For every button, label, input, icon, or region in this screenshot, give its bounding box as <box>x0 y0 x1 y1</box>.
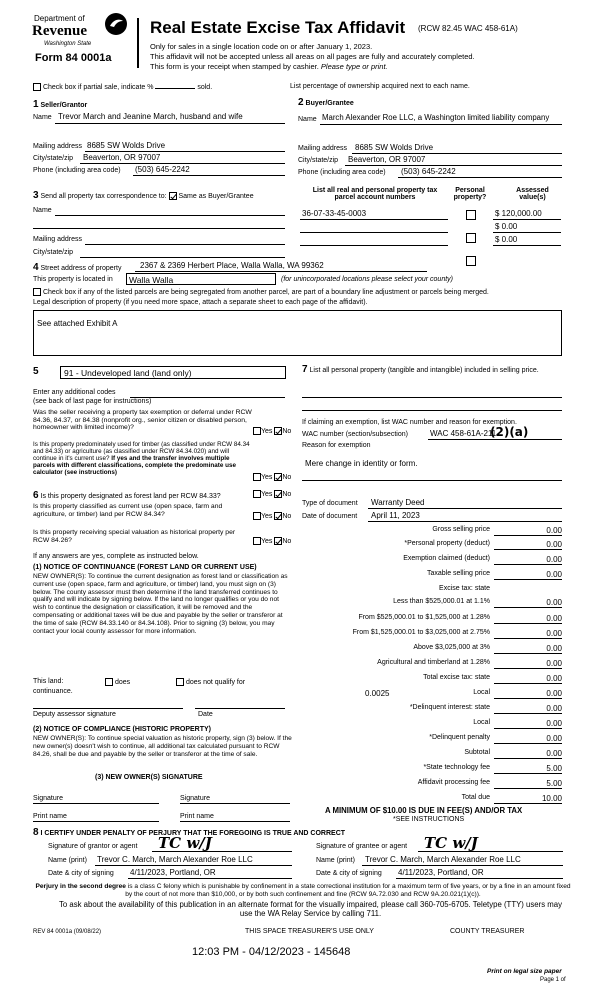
doc-type-label: Type of document <box>302 500 358 507</box>
does-not-label: does not qualify for <box>185 678 246 686</box>
wac-handwritten: (2)(a) <box>490 425 529 439</box>
fin-value[interactable]: 0.00 <box>494 749 562 759</box>
buyer-phone-label: Phone (including area code) <box>298 169 386 176</box>
header-line3 <box>150 62 388 71</box>
dor-state-text: Washington State <box>44 41 92 47</box>
section5-q2b-text: If yes and the transfer involves multiple parcels with different classifications, complete the predominate use calculator (see instructions) <box>33 455 236 476</box>
parcel-personal-checkbox-3[interactable] <box>466 256 476 266</box>
wa-logo-icon <box>104 12 128 36</box>
parcel-head3a: Assessed <box>516 187 549 194</box>
header-line1: Only for sales in a single location code on or after January 1, 2023. <box>150 42 373 51</box>
grantee-name-label: Name (print) <box>316 857 355 864</box>
section5-q2 <box>33 441 251 476</box>
fin-label: From $1,525,000.01 to $3,025,000 at 2.75% <box>352 629 490 636</box>
alt-format-notice: To ask about the availability of this publication in an alternate format for the visually impaired, please call 360-705-6705. Teletype (TTY) users may use the WA Relay Service by calling 711. <box>58 900 563 918</box>
grantor-sig-label: Signature of grantor or agent <box>48 843 138 850</box>
s6q1-no-checkbox[interactable] <box>274 490 282 498</box>
buyer-title: Buyer/Grantee <box>305 100 354 107</box>
partial-sale-label: Check box if partial sale, indicate % <box>42 83 154 91</box>
form-title: Real Estate Excise Tax Affidavit <box>150 18 406 37</box>
section6-q2-yn <box>253 512 291 520</box>
s6q1-yes-checkbox[interactable] <box>253 490 261 498</box>
fin-label: Total due <box>461 794 490 801</box>
section5-q1-yn <box>253 427 291 435</box>
fin-row <box>302 555 564 567</box>
parcel-line-1 <box>300 219 448 220</box>
fin-label: Local <box>473 719 490 726</box>
deputy-label: Deputy assessor signature <box>33 711 116 718</box>
fin-label: *Delinquent interest: state <box>409 704 490 711</box>
fin-label: *Delinquent penalty <box>429 734 490 741</box>
fin-label: Subtotal <box>464 749 490 756</box>
parcel-personal-checkbox-2[interactable] <box>466 233 476 243</box>
fin-value[interactable]: 0.00 <box>494 734 562 744</box>
no-label: No <box>282 427 292 435</box>
minimum-due: A MINIMUM OF $10.00 IS DUE IN FEE(S) AND/OR TAX <box>325 806 523 815</box>
grantee-date-field[interactable]: 4/11/2023, Portland, OR <box>398 868 484 877</box>
legal-description-box[interactable] <box>33 310 562 356</box>
reason-line <box>302 480 562 481</box>
fin-row <box>302 674 564 686</box>
notice1-body: NEW OWNER(S): To continue the current designation as forest land or classification as current use (open space, farm and agriculture, or timber) land, you must sign on (3) below. The county assessor must then determine if the land transferred continues to qualify and will indicate by signing below. If the land no longer qualifies or you do not wish to continue the designation or classification, it will be removed and the compensating or additional taxes will be due and payable by the seller or transferor at the time of sale (RCW 84.33.140 or 84.34.108). Prior to signing (3) below, you may contact your local county assessor for more information. <box>33 573 288 635</box>
parcel-head2b: property? <box>453 194 487 201</box>
seller-mail-line <box>85 151 285 152</box>
fin-label: Above $3,025,000 at 3% <box>413 644 490 651</box>
section3-extra-line <box>33 228 285 229</box>
parcel-head3b: value(s) <box>519 194 546 201</box>
fin-value[interactable]: 0.00 <box>494 629 562 639</box>
doc-type-line <box>368 508 562 509</box>
owner-sig-line-1 <box>33 803 159 804</box>
dor-revenue-text: Revenue <box>32 23 87 39</box>
does-row <box>105 678 130 686</box>
partial-sale-checkbox[interactable] <box>33 83 41 91</box>
q2-yes-checkbox[interactable] <box>253 473 261 481</box>
fin-label: *State technology fee <box>423 764 490 771</box>
cashier-stamp: 12:03 PM - 04/12/2023 - 145648 <box>192 946 351 958</box>
header-line3b: Please type or print. <box>320 62 388 71</box>
section3-name-line <box>55 215 285 216</box>
section6-q1: Is this property designated as forest land per RCW 84.33? <box>40 493 221 500</box>
grantee-sig-label: Signature of grantee or agent <box>316 843 408 850</box>
section3-heading <box>33 190 254 201</box>
this-land-label: This land: <box>33 678 64 685</box>
fin-row <box>302 794 564 806</box>
does-not-checkbox[interactable] <box>176 678 184 686</box>
addl-codes-note: (see back of last page for instructions) <box>33 398 152 405</box>
legal-label: Legal description of property (if you need more space, attach a separate sheet to each page of the affidavit). <box>33 299 368 306</box>
fin-row <box>302 570 564 582</box>
fin-label: Less than $525,000.01 at 1.1% <box>393 598 490 605</box>
fin-row <box>302 659 564 671</box>
wac-line <box>428 439 562 440</box>
fin-label: Excise tax: state <box>439 585 490 592</box>
segregated-checkbox[interactable] <box>33 288 41 296</box>
doc-date-line <box>368 521 562 522</box>
segregated-row <box>33 288 489 296</box>
grantor-name-field[interactable]: Trevor C. March, March Alexander Roe LLC <box>97 855 253 864</box>
q2-no-checkbox[interactable] <box>274 473 282 481</box>
section5-q1: Was the seller receiving a property tax exemption or deferral under RCW 84.36, 84.37, or 84.38 (nonprofit org., senior citizen or disabled person, homeowner with limited income)? <box>33 409 252 432</box>
grantor-date-line <box>128 878 292 879</box>
fin-value[interactable]: 10.00 <box>494 794 562 804</box>
owner-sig-label-1: Signature <box>33 795 63 802</box>
fin-label: Total excise tax: state <box>423 674 490 681</box>
section3-name-label: Name <box>33 207 52 214</box>
buyer-num: 2 <box>298 97 304 108</box>
parcel-value-1[interactable]: $ 120,000.00 <box>495 209 542 218</box>
fin-label: *Personal property (deduct) <box>404 540 490 547</box>
section4-street-row <box>33 262 121 273</box>
q1-yes-checkbox[interactable] <box>253 427 261 435</box>
parcel-personal-checkbox-1[interactable] <box>466 210 476 220</box>
fin-value[interactable]: 5.00 <box>494 779 562 789</box>
fin-row <box>302 540 564 552</box>
grantor-date-field[interactable]: 4/11/2023, Portland, OR <box>130 868 216 877</box>
seller-phone-line <box>133 175 285 176</box>
same-as-buyer-label: Same as Buyer/Grantee <box>178 193 254 200</box>
county-treasurer: COUNTY TREASURER <box>450 928 525 935</box>
parcel-head1a: List all real and personal property tax <box>312 187 438 194</box>
parcel-head1b: parcel account numbers <box>334 194 416 201</box>
reason-field[interactable]: Mere change in identity or form. <box>305 459 418 468</box>
seller-mail-field[interactable]: 8685 SW Wolds Drive <box>87 141 166 150</box>
buyer-city-line <box>345 165 562 166</box>
revision: REV 84 0001a (09/08/22) <box>33 929 102 935</box>
personal-prop-line-1 <box>302 397 562 398</box>
deputy-date-line <box>195 708 285 709</box>
fin-value[interactable]: 0.00 <box>494 540 562 550</box>
street-label: Street address of property <box>40 265 122 272</box>
perjury-text: is a class C felony which is punishable by confinement in a state correctional institution for a maximum term of five years, or by a fine in an amount fixed by the court of not more than $10,000, or by both such confinement and fine (RCW 9A.72.030 and RCW 9A.20.021(1)(c)). <box>125 883 571 898</box>
fin-label: Affidavit processing fee <box>417 779 490 786</box>
section6-q3-yn <box>253 537 291 545</box>
grantor-signature[interactable]: TC w/J <box>158 834 212 852</box>
located-select[interactable] <box>126 273 276 285</box>
located-value: Walla Walla <box>129 275 174 285</box>
form-rcw: (RCW 82.45 WAC 458-61A) <box>418 24 518 33</box>
buyer-city-label: City/state/zip <box>298 157 339 164</box>
section3-mail-line <box>85 244 285 245</box>
seller-name-label: Name <box>33 114 52 121</box>
local-rate: 0.0025 <box>365 689 390 698</box>
buyer-city-field[interactable]: Beaverton, OR 97007 <box>348 155 426 164</box>
seller-name-line <box>55 123 285 124</box>
seller-num: 1 <box>33 99 39 110</box>
parcel-value-3[interactable]: $ 0.00 <box>495 235 518 244</box>
reason-label: Reason for exemption <box>302 442 371 449</box>
s6q2-yes-checkbox[interactable] <box>253 512 261 520</box>
yes-label: Yes <box>261 473 273 481</box>
perjury-bold: Perjury in the second degree <box>35 883 126 890</box>
section3-mail-label: Mailing address <box>33 236 83 243</box>
fin-label: Local <box>473 689 490 696</box>
q1-no-checkbox[interactable] <box>274 427 282 435</box>
buyer-mail-field[interactable]: 8685 SW Wolds Drive <box>355 143 434 152</box>
fin-row <box>302 689 564 701</box>
buyer-mail-line <box>352 153 562 154</box>
yes-label: Yes <box>261 537 273 545</box>
fin-value[interactable]: 5.00 <box>494 764 562 774</box>
section4-num: 4 <box>33 262 39 273</box>
see-instructions: *SEE INSTRUCTIONS <box>393 816 465 823</box>
section7-heading <box>302 366 562 376</box>
addl-codes-label: Enter any additional codes <box>33 389 116 396</box>
fin-row <box>302 779 564 791</box>
land-use-select[interactable] <box>60 366 286 379</box>
grantee-name-line <box>362 865 563 866</box>
s6q3-no-checkbox[interactable] <box>274 537 282 545</box>
fin-row <box>302 598 564 610</box>
uninc-note: (for unincorporated locations please select your county) <box>281 276 453 283</box>
fin-label: Taxable selling price <box>426 570 490 577</box>
fin-value[interactable]: 0.00 <box>494 659 562 669</box>
section3-city-line <box>80 257 285 258</box>
owner-print-line-2 <box>180 821 290 822</box>
fin-value[interactable]: 0.00 <box>494 555 562 565</box>
notice2-body: NEW OWNER(S): To continue special valuation as historic property, sign (3) below. If the new owner(s) doesn't wish to continue, all additional tax calculated pursuant to RCW 84.26, shall be due and payable by the seller or transferor at the time of sale. <box>33 735 292 758</box>
fin-value[interactable]: 0.00 <box>494 526 562 536</box>
section3-num: 3 <box>33 190 39 201</box>
s6q3-yes-checkbox[interactable] <box>253 537 261 545</box>
fin-label: Agricultural and timberland at 1.28% <box>377 659 490 666</box>
partial-sold-label: sold. <box>197 83 213 91</box>
buyer-name-field[interactable]: March Alexander Roe LLC, a Washington limited liability company <box>322 113 550 122</box>
grantee-date-label: Date & city of signing <box>316 870 382 877</box>
section6-num: 6 <box>33 490 39 501</box>
does-not-row <box>176 678 245 686</box>
treasurer-use: THIS SPACE TREASURER'S USE ONLY <box>245 928 374 935</box>
seller-title: Seller/Grantor <box>40 102 88 109</box>
deputy-sig-line <box>33 708 183 709</box>
grantor-date-label: Date & city of signing <box>48 870 114 877</box>
section6-note: If any answers are yes, complete as instructed below. <box>33 553 199 560</box>
does-label: does <box>114 678 131 686</box>
fin-value[interactable]: 0.00 <box>494 644 562 654</box>
addl-codes-line <box>130 397 285 398</box>
seller-heading <box>33 99 87 110</box>
owner-print-label-1: Print name <box>33 813 67 820</box>
no-label: No <box>282 537 292 545</box>
owner-print-label-2: Print name <box>180 813 214 820</box>
form-number: Form 84 0001a <box>35 52 112 64</box>
fin-value[interactable]: 0.00 <box>494 719 562 729</box>
header-divider <box>137 18 139 68</box>
street-field[interactable]: 2367 & 2369 Herbert Place, Walla Walla, WA 99362 <box>140 261 324 270</box>
doc-date-field[interactable]: April 11, 2023 <box>371 511 420 520</box>
does-checkbox[interactable] <box>105 678 113 686</box>
parcel-value-line-1 <box>493 219 561 220</box>
no-label: No <box>282 512 292 520</box>
segregated-label: Check box if any of the listed parcels are being segregated from another parcel, are part of a boundary line adjustment or parcels being merged. <box>42 288 489 296</box>
dor-logo <box>30 10 130 66</box>
list-pct-note: List percentage of ownership acquired next to each name. <box>290 83 470 90</box>
doc-type-field[interactable]: Warranty Deed <box>371 498 425 507</box>
fin-value[interactable]: 0.00 <box>494 614 562 624</box>
owner-sig-line-2 <box>180 803 290 804</box>
parcel-line-3 <box>300 245 448 246</box>
buyer-mail-label: Mailing address <box>298 145 348 152</box>
section8-num: 8 <box>33 827 39 838</box>
section6-q3: Is this property receiving special valuation as historical property per RCW 84.26? <box>33 529 236 544</box>
wac-label: WAC number (section/subsection) <box>302 431 408 438</box>
fin-row <box>302 526 564 538</box>
parcel-value-line-2 <box>493 232 561 233</box>
buyer-name-label: Name <box>298 116 317 123</box>
fin-row <box>302 764 564 776</box>
parcel-num-1[interactable]: 36-07-33-45-0003 <box>302 209 367 218</box>
perjury-notice <box>33 883 573 898</box>
seller-city-field[interactable]: Beaverton, OR 97007 <box>83 153 161 162</box>
wac-field[interactable]: WAC 458-61A-211 <box>430 429 497 438</box>
seller-phone-field[interactable]: (503) 645-2242 <box>135 165 190 174</box>
section5-q2-yn <box>253 473 291 481</box>
fin-row <box>302 644 564 656</box>
parcel-value-line-3 <box>493 245 561 246</box>
partial-sale-row <box>33 83 212 91</box>
owner-sig-label-2: Signature <box>180 795 210 802</box>
fin-value[interactable]: 0.00 <box>494 704 562 714</box>
land-use-value: 91 - Undeveloped land (land only) <box>64 368 192 378</box>
parcel-header-3 <box>505 187 560 201</box>
header-line2: This affidavit will not be accepted unless all areas on all pages are fully and accurately completed. <box>150 52 475 61</box>
deputy-date-label: Date <box>198 711 213 718</box>
yes-label: Yes <box>261 490 273 498</box>
parcel-value-2[interactable]: $ 0.00 <box>495 222 518 231</box>
parcel-header-2 <box>450 187 490 201</box>
fin-row <box>302 719 564 731</box>
section6-q1-yn <box>253 490 291 498</box>
grantee-signature[interactable]: TC w/J <box>424 834 478 852</box>
grantee-date-line <box>396 878 563 879</box>
section7-num: 7 <box>302 364 308 375</box>
section6-q2: Is this property classified as current use (open space, farm and agriculture, or timber) land per RCW 84.34? <box>33 503 223 518</box>
header-line3-text: This form is your receipt when stamped by cashier. <box>150 62 319 71</box>
section5-q2-text: Is this property predominately used for timber (as classified under RCW 84.34 and 84.33) or agriculture (as classified under RCW 84.34.020) and will continue in it's current use? <box>33 441 250 462</box>
seller-mail-label: Mailing address <box>33 143 83 150</box>
parcel-header-1 <box>305 187 445 201</box>
owner-print-line-1 <box>33 821 159 822</box>
legal-size-note: Print on legal size paper <box>487 968 562 975</box>
fin-label: Exemption claimed (deduct) <box>403 555 490 562</box>
notice2-title: (2) NOTICE OF COMPLIANCE (HISTORIC PROPERTY) <box>33 726 211 733</box>
legal-description-value: See attached Exhibit A <box>37 319 118 328</box>
no-label: No <box>282 490 292 498</box>
located-label: This property is located in <box>33 276 113 283</box>
no-label: No <box>282 473 292 481</box>
fin-row <box>302 585 564 597</box>
fin-row <box>302 614 564 626</box>
section3-city-label: City/state/zip <box>33 249 74 256</box>
section7-label: List all personal property (tangible and intangible) included in selling price. <box>309 367 539 374</box>
fin-row <box>302 749 564 761</box>
fin-label: From $525,000.01 to $1,525,000 at 1.28% <box>358 614 490 621</box>
section6-q1-row <box>33 490 221 501</box>
fin-value[interactable]: 0.00 <box>494 598 562 608</box>
page-number: Page 1 of <box>540 977 566 983</box>
continuance-label: continuance. <box>33 688 73 695</box>
buyer-phone-line <box>398 177 562 178</box>
fin-row <box>302 704 564 716</box>
parcel-head2a: Personal <box>455 187 485 194</box>
seller-city-line <box>80 163 285 164</box>
same-as-buyer-checkbox[interactable] <box>169 192 177 200</box>
exempt-label: If claiming an exemption, list WAC number and reason for exemption. <box>302 419 517 426</box>
doc-date-label: Date of document <box>302 513 358 520</box>
parcel-line-2 <box>300 232 448 233</box>
grantor-name-label: Name (print) <box>48 857 87 864</box>
this-land-row <box>33 678 63 685</box>
fin-value[interactable]: 0.00 <box>494 570 562 580</box>
certify-text: I CERTIFY UNDER PENALTY OF PERJURY THAT THE FOREGOING IS TRUE AND CORRECT <box>40 830 346 837</box>
fin-row <box>302 734 564 746</box>
personal-prop-line-2 <box>302 410 562 411</box>
fin-label: Gross selling price <box>432 526 490 533</box>
section5-num: 5 <box>33 366 39 377</box>
s6q2-no-checkbox[interactable] <box>274 512 282 520</box>
dor-dept-text: Department of <box>34 14 85 23</box>
grantor-name-line <box>95 865 292 866</box>
street-line <box>135 271 427 272</box>
notice3-title: (3) NEW OWNER(S) SIGNATURE <box>95 774 203 781</box>
seller-phone-label: Phone (including area code) <box>33 167 121 174</box>
fin-value[interactable]: 0.00 <box>494 689 562 699</box>
yes-label: Yes <box>261 512 273 520</box>
yes-label: Yes <box>261 427 273 435</box>
fin-row <box>302 629 564 641</box>
seller-name-field[interactable]: Trevor March and Jeanine March, husband and wife <box>58 112 243 121</box>
buyer-heading <box>298 97 354 108</box>
notice1-title: (1) NOTICE OF CONTINUANCE (FOREST LAND OR CURRENT USE) <box>33 564 257 571</box>
section3-label: Send all property tax correspondence to: <box>40 193 167 200</box>
fin-value[interactable]: 0.00 <box>494 674 562 684</box>
seller-city-label: City/state/zip <box>33 155 74 162</box>
grantee-name-field[interactable]: Trevor C. March, March Alexander Roe LLC <box>365 855 521 864</box>
buyer-name-line <box>320 124 562 125</box>
buyer-phone-field[interactable]: (503) 645-2242 <box>401 167 456 176</box>
